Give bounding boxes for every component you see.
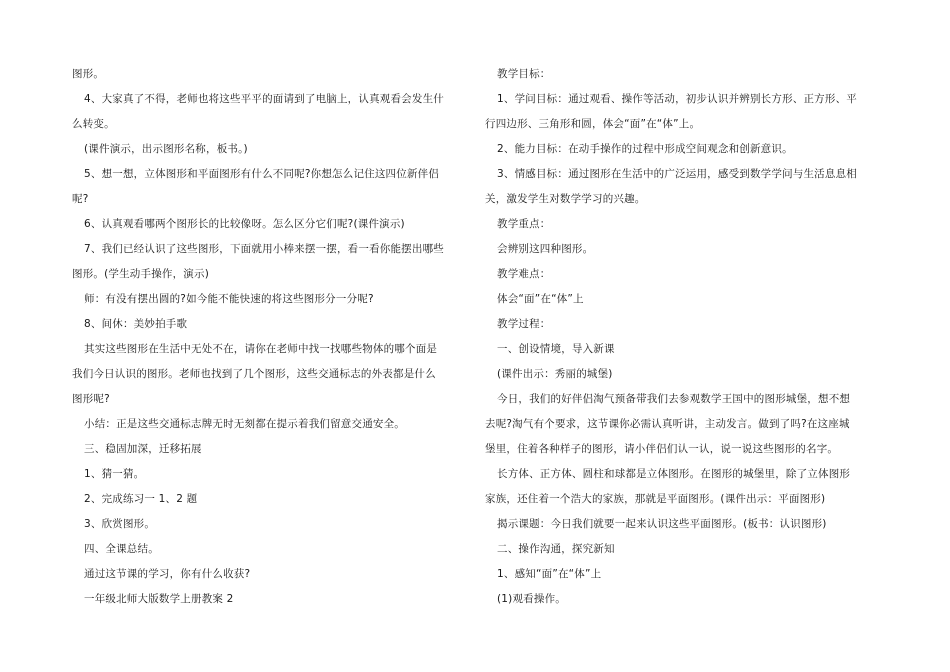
text-line: 堡里，住着各种样子的图形，请小伴侣们认一认，说一说这些图形的名字。 — [485, 443, 839, 455]
text-line: 二、操作沟通，探究新知 — [497, 543, 615, 555]
text-line: 图形呢? — [72, 393, 110, 405]
text-line: 揭示课题：今日我们就要一起来认识这些平面图形。(板书：认识图形) — [497, 518, 827, 530]
text-line: 长方体、正方体、圆柱和球都是立体图形。在图形的城堡里，除了立体图形 — [497, 468, 851, 480]
text-line: 么转变。 — [72, 118, 115, 130]
text-line: 今日，我们的好伴侣淘气预备带我们去参观数学王国中的图形城堡，想不想 — [497, 393, 851, 405]
text-line: 行四边形、三角形和圆，体会“面”在“体”上。 — [485, 118, 701, 130]
text-line: 1、猜一猜。 — [84, 468, 145, 480]
text-line: 呢? — [72, 193, 89, 205]
text-line: 家族，还住着一个浩大的家族，那就是平面图形。(课件出示：平面图形) — [485, 493, 826, 505]
text-line: 6、认真观看哪两个图形长的比较像呀。怎么区分它们呢?(课件演示) — [84, 218, 405, 230]
text-line: 8、间休：美妙拍手歌 — [84, 318, 188, 330]
left-column — [72, 62, 472, 612]
text-line: 2、完成练习一 1、2 题 — [84, 493, 198, 505]
text-line: 我们今日认识的图形。老师也找到了几个图形，这些交通标志的外表都是什么 — [72, 368, 436, 380]
text-line: 2、能力目标：在动手操作的过程中形成空间观念和创新意识。 — [497, 143, 793, 155]
text-line: 3、欣赏图形。 — [84, 518, 156, 530]
text-line: 一年级北师大版数学上册教案 2 — [84, 593, 234, 605]
text-line: 7、我们已经认识了这些图形，下面就用小棒来摆一摆，看一看你能摆出哪些 — [84, 243, 444, 255]
text-line: 教学目标： — [497, 68, 551, 80]
text-line: 3、情感目标：通过图形在生活中的广泛运用，感受到数学学问与生活息息相 — [497, 168, 857, 180]
text-line: 图形。 — [72, 68, 105, 80]
text-line: 教学过程： — [497, 318, 551, 330]
text-line: 关，激发学生对数学学习的兴趣。 — [485, 193, 646, 205]
text-line: 教学难点： — [497, 268, 551, 280]
right-column — [485, 62, 885, 612]
text-line: (课件出示：秀丽的城堡) — [497, 368, 613, 380]
text-line: 图形。(学生动手操作，演示) — [72, 268, 209, 280]
text-line: 三、稳固加深，迁移拓展 — [84, 443, 202, 455]
text-line: (1)观看操作。 — [497, 593, 566, 605]
text-line: 教学重点： — [497, 218, 551, 230]
text-line: 1、学问目标：通过观看、操作等活动，初步认识并辨别长方形、正方形、平 — [497, 93, 857, 105]
text-line: 通过这节课的学习，你有什么收获? — [84, 568, 251, 580]
text-line: 1、感知“面”在“体”上 — [497, 568, 602, 580]
text-line: (课件演示，出示图形名称，板书。) — [84, 143, 248, 155]
text-line: 体会“面”在“体”上 — [497, 293, 584, 305]
text-line: 一、创设情境，导入新课 — [497, 343, 615, 355]
text-line: 师：有没有摆出圆的?如今能不能快速的将这些图形分一分呢? — [84, 293, 374, 305]
text-line: 四、全课总结。 — [84, 543, 159, 555]
text-line: 4、大家真了不得，老师也将这些平平的面请到了电脑上，认真观看会发生什 — [84, 93, 444, 105]
text-line: 去呢?淘气有个要求，这节课你必需认真听讲，主动发言。做到了吗?在这座城 — [485, 418, 850, 430]
text-line: 其实这些图形在生活中无处不在，请你在老师中找一找哪些物体的哪个面是 — [84, 343, 438, 355]
text-line: 5、想一想，立体图形和平面图形有什么不同呢?你想怎么记住这四位新伴侣 — [84, 168, 440, 180]
text-line: 小结：正是这些交通标志牌无时无刻都在提示着我们留意交通安全。 — [84, 418, 405, 430]
text-line: 会辨别这四种图形。 — [497, 243, 594, 255]
